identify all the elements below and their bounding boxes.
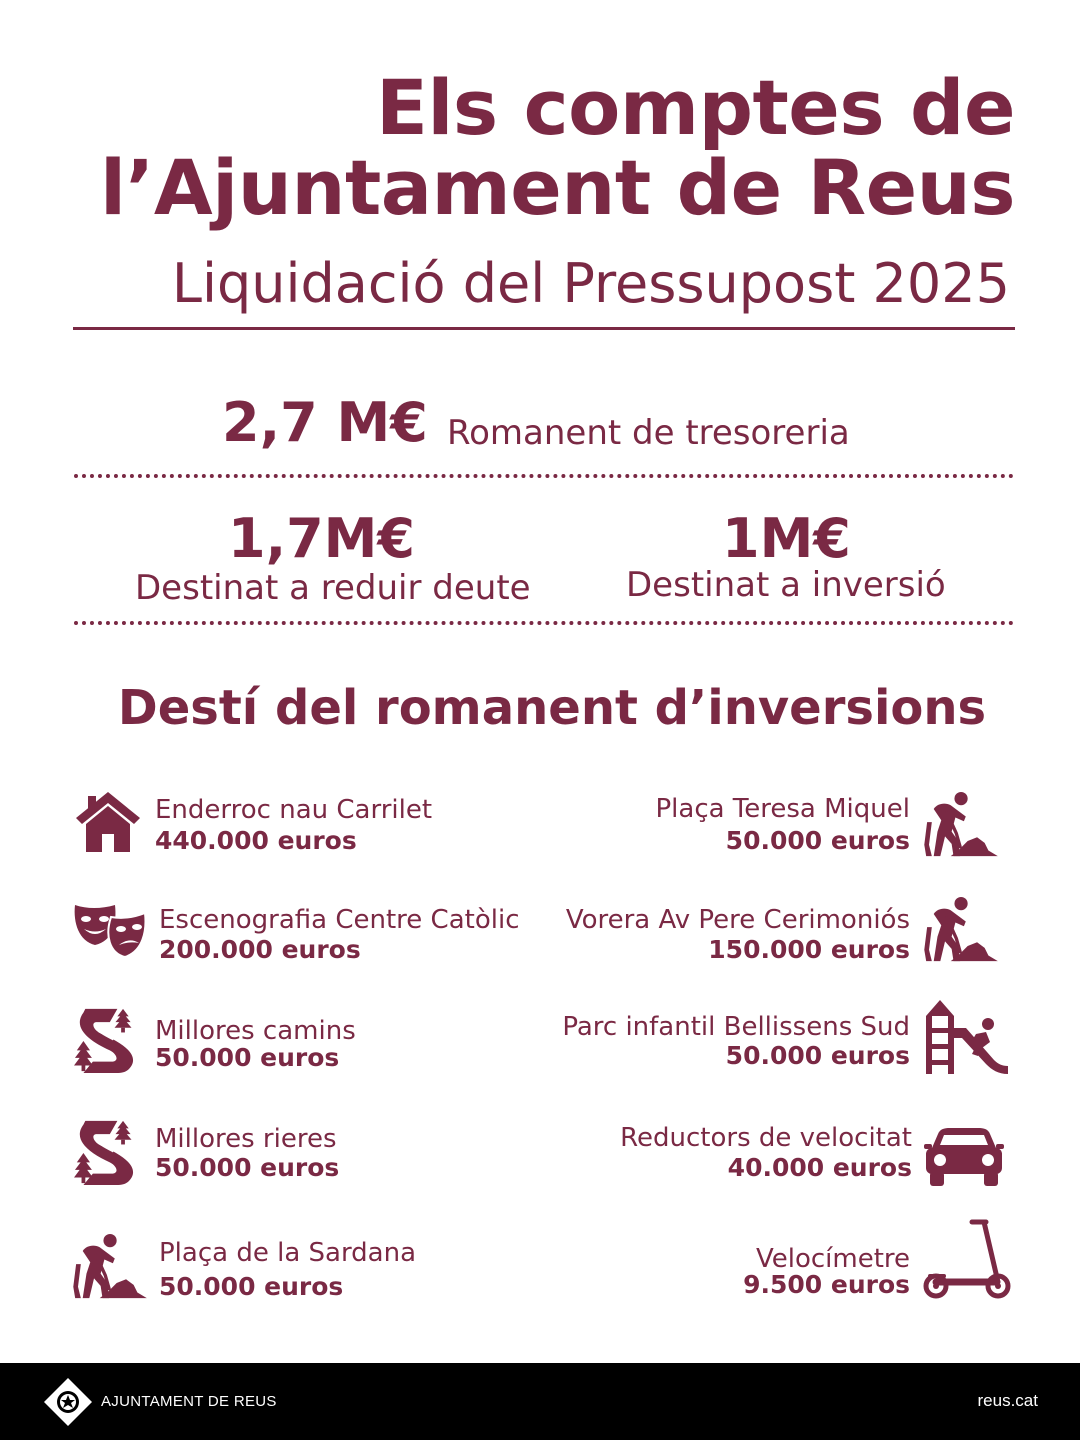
list-item-name: Escenografia Centre Catòlic xyxy=(159,905,520,935)
worker-shovel-icon xyxy=(924,897,1000,963)
investment-value: 1M€ xyxy=(722,507,851,570)
list-item-amount: 50.000 euros xyxy=(725,1041,910,1070)
list-item-amount: 200.000 euros xyxy=(159,935,361,964)
list-item-name: Plaça Teresa Miquel xyxy=(655,794,910,824)
scooter-icon xyxy=(922,1218,1014,1302)
list-item-amount: 9.500 euros xyxy=(743,1270,910,1299)
section-title: Destí del romanent d’inversions xyxy=(117,680,987,736)
list-item-amount: 50.000 euros xyxy=(155,1153,340,1182)
summary-divider-top xyxy=(74,474,1014,478)
treasury-value: 2,7 M€ xyxy=(222,391,428,454)
page-title-line-2: l’Ajuntament de Reus xyxy=(99,143,1015,232)
header-divider xyxy=(73,327,1015,330)
road-trees-icon xyxy=(74,1006,140,1074)
list-item-name: Enderroc nau Carrilet xyxy=(155,795,433,825)
playground-slide-icon xyxy=(922,998,1010,1076)
list-item-amount: 50.000 euros xyxy=(159,1272,344,1301)
list-item-name: Millores rieres xyxy=(155,1124,337,1154)
list-item-amount: 40.000 euros xyxy=(727,1153,912,1182)
house-icon xyxy=(74,790,142,854)
footer-org-name: AJUNTAMENT DE REUS xyxy=(101,1393,277,1410)
footer-url-link[interactable]: reus.cat xyxy=(977,1391,1038,1410)
list-item-name: Parc infantil Bellissens Sud xyxy=(562,1012,910,1042)
list-item-amount: 440.000 euros xyxy=(155,826,357,855)
investment-label: Destinat a inversió xyxy=(626,565,946,605)
ajuntament-logo-icon[interactable] xyxy=(43,1377,93,1427)
summary-divider-bottom xyxy=(74,621,1014,625)
list-item-amount: 150.000 euros xyxy=(708,935,910,964)
page-subtitle: Liquidació del Pressupost 2025 xyxy=(171,252,1010,315)
worker-shovel-icon xyxy=(73,1234,149,1300)
list-item-amount: 50.000 euros xyxy=(725,826,910,855)
list-item-name: Millores camins xyxy=(155,1016,356,1046)
list-item-amount: 50.000 euros xyxy=(155,1043,340,1072)
list-item-name: Plaça de la Sardana xyxy=(159,1238,417,1268)
page-title-line-1: Els comptes de xyxy=(375,63,1015,152)
worker-shovel-icon xyxy=(924,792,1000,858)
road-trees-icon xyxy=(74,1118,140,1186)
debt-value: 1,7M€ xyxy=(228,507,415,570)
list-item-name: Velocímetre xyxy=(755,1244,910,1274)
list-item-name: Reductors de velocitat xyxy=(620,1123,912,1153)
list-item-name: Vorera Av Pere Cerimoniós xyxy=(565,905,910,935)
car-icon xyxy=(924,1126,1004,1188)
theater-masks-icon xyxy=(73,903,147,961)
debt-label: Destinat a reduir deute xyxy=(135,568,531,608)
treasury-label: Romanent de tresoreria xyxy=(447,413,850,453)
